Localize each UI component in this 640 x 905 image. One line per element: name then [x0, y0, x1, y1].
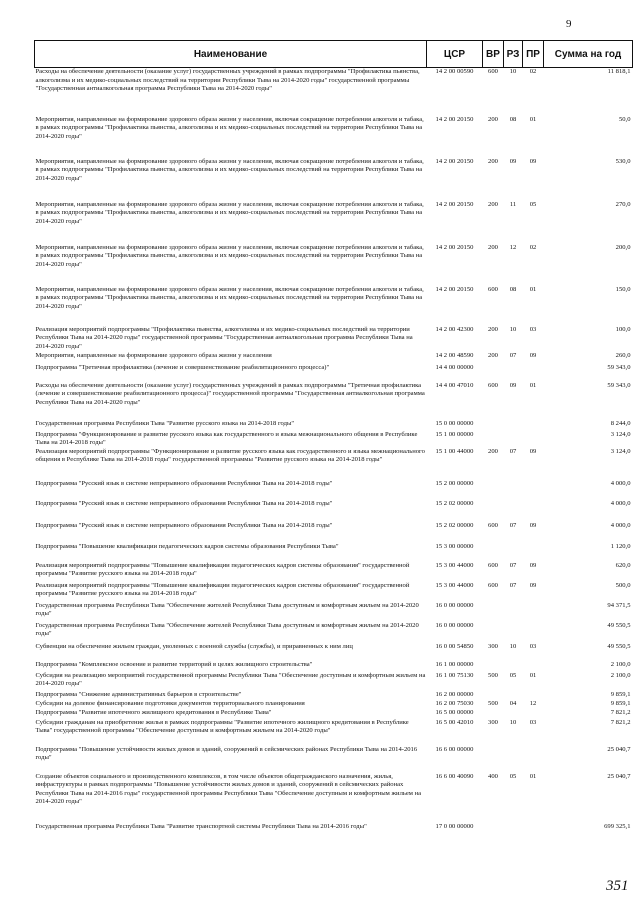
row-csr-cell: 16 2 00 75030 — [435, 699, 474, 707]
row-csr-cell: 16 5 00 42010 — [435, 718, 474, 726]
table-row — [35, 116, 633, 158]
row-name-cell: Реализация мероприятий подпрограммы "Повышение квалификации педагогических кадров системы образования" государственной программы "Развитие русского языка на 2014-2018 годы" — [35, 561, 410, 578]
row-vr-cell: 600 — [488, 68, 498, 75]
table-row — [35, 326, 633, 352]
row-csr-cell: 15 3 00 44000 — [435, 581, 474, 589]
row-vr-cell: 600 — [488, 381, 498, 389]
header-csr: ЦСР — [427, 41, 483, 68]
row-vr-cell — [483, 431, 504, 448]
row-pr-cell — [523, 691, 544, 700]
row-csr-cell: 16 0 00 00000 — [435, 621, 474, 629]
row-pr-cell — [523, 622, 544, 643]
row-name-cell: Подпрограмма "Повышение устойчивости жилых домов и зданий, сооружений в сейсмических районах Республики Тыва на 2014-2016 годы" — [35, 745, 418, 762]
row-rz-cell: 07 — [509, 581, 517, 589]
table-row — [35, 672, 633, 691]
row-sum-cell: 620,0 — [615, 561, 631, 569]
row-name-cell: Реализация мероприятий подпрограммы "Профилактика пьянства, алкоголизма и их медико-социальных последствий на территории Республики Тыва на 2014-2020 годы" государственной программы "Государственная антиалкогольная программа Республики Тыва на 2014-2020 годы" — [35, 325, 413, 350]
row-sum-cell: 270,0 — [615, 200, 631, 208]
row-name-cell: Мероприятия, направленные на формирование здорового образа жизни у населения — [35, 351, 272, 359]
row-pr-cell — [523, 431, 544, 448]
table-row — [35, 562, 633, 582]
row-pr-cell: 05 — [529, 200, 537, 208]
row-rz-cell — [504, 622, 523, 643]
row-csr-cell: 16 1 00 00000 — [435, 660, 474, 668]
row-vr-cell: 200 — [488, 200, 498, 208]
row-sum-cell: 7 821,2 — [610, 708, 631, 716]
row-name-cell: Мероприятия, направленные на формирование здорового образа жизни у населения, включая сокращение потребления алкоголя и табака, в рамках подпрограммы "Профилактика пьянства, алкоголизма и их медико-социальных последствий на территории Республики Тыва на 2014-2020 годы" — [35, 285, 424, 310]
row-rz-cell — [504, 661, 523, 672]
row-rz-cell: 05 — [509, 772, 517, 780]
row-vr-cell: 200 — [488, 447, 498, 455]
row-pr-cell — [523, 364, 544, 382]
row-vr-cell — [483, 602, 504, 622]
row-name-cell: Реализация мероприятий подпрограммы "Функционирование и развитие русского языка как государственного и языка межнационального общения в Республике Тыва на 2014-2018 годы" государственной программы "Развитие русского языка на 2014-2018 годы" — [35, 447, 425, 464]
row-vr-cell — [483, 622, 504, 643]
row-sum-cell: 25 040,7 — [607, 745, 631, 753]
row-sum-cell: 7 821,2 — [610, 718, 631, 726]
row-vr-cell: 500 — [488, 671, 498, 679]
table-row — [35, 746, 633, 773]
table-row — [35, 68, 633, 116]
row-pr-cell: 12 — [529, 699, 537, 707]
table-row — [35, 661, 633, 672]
row-name-cell: Государственная программа Республики Тыва "Обеспечение жителей Республики Тыва доступным и комфортным жильем на 2014-2020 годы" — [35, 621, 419, 638]
row-sum-cell: 260,0 — [615, 351, 631, 359]
table-row — [35, 448, 633, 480]
row-csr-cell: 16 0 00 54850 — [435, 642, 474, 650]
table-row — [35, 244, 633, 286]
row-rz-cell: 09 — [509, 157, 517, 165]
table-row — [35, 364, 633, 382]
row-csr-cell: 15 2 02 00000 — [435, 521, 474, 529]
header-rz: РЗ — [504, 41, 523, 68]
row-rz-cell: 10 — [509, 642, 517, 650]
row-csr-cell: 16 6 00 40090 — [435, 772, 474, 780]
table-row — [35, 719, 633, 746]
table-header-row — [35, 41, 633, 68]
table-row — [35, 480, 633, 500]
row-pr-cell — [523, 661, 544, 672]
row-vr-cell: 300 — [488, 642, 498, 650]
row-pr-cell — [523, 602, 544, 622]
row-rz-cell — [504, 364, 523, 382]
row-name-cell: Создание объектов социального и производственного комплексов, в том числе объектов общегражданского назначения, жилья, инфраструктуры в рамках подпрограммы "Повышение устойчивости жилых домов и зданий, сооружений в сейсмических районах Республики Тыва на 2014-2016 годы" государственной программы Республики Тыва "Обеспечение доступным и комфортным жильем на 2014-2020 годы" — [35, 772, 422, 806]
row-vr-cell — [483, 364, 504, 382]
row-rz-cell: 11 — [509, 200, 517, 208]
table-row — [35, 431, 633, 448]
row-csr-cell: 15 3 00 44000 — [435, 561, 474, 569]
row-rz-cell: 12 — [509, 243, 517, 251]
row-name-cell: Подпрограмма "Русский язык в системе непрерывного образования Республики Тыва на 2014-2018 годы" — [35, 479, 333, 487]
table-row — [35, 352, 633, 364]
row-vr-cell: 600 — [488, 521, 498, 529]
table-row — [35, 543, 633, 562]
row-name-cell: Мероприятия, направленные на формирование здорового образа жизни у населения, включая сокращение потребления алкоголя и табака, в рамках подпрограммы "Профилактика пьянства, алкоголизма и их медико-социальных последствий на территории Республики Тыва на 2014-2020 годы" — [35, 157, 424, 182]
row-rz-cell: 10 — [509, 325, 517, 333]
row-rz-cell: 09 — [509, 381, 517, 389]
row-rz-cell: 08 — [509, 285, 517, 293]
row-vr-cell: 400 — [488, 772, 498, 780]
row-sum-cell: 9 859,1 — [610, 699, 631, 707]
row-vr-cell — [483, 709, 504, 719]
row-pr-cell: 01 — [529, 285, 537, 293]
row-vr-cell: 200 — [488, 351, 498, 359]
row-name-cell: Реализация мероприятий подпрограммы "Повышение квалификации педагогических кадров системы образования" государственной программы "Развитие русского языка на 2014-2018 годы" — [35, 581, 410, 598]
row-csr-cell: 16 6 00 00000 — [435, 745, 474, 753]
row-rz-cell: 05 — [509, 671, 517, 679]
table-row — [35, 709, 633, 719]
header-name: Наименование — [35, 41, 427, 68]
row-name-cell: Подпрограмма "Повышение квалификации педагогических кадров системы образования Республики Тыва" — [35, 542, 339, 550]
table-row — [35, 522, 633, 543]
table-row — [35, 622, 633, 643]
row-sum-cell: 50,0 — [618, 115, 631, 123]
row-sum-cell: 25 040,7 — [607, 772, 631, 780]
row-rz-cell — [504, 480, 523, 500]
row-pr-cell: 09 — [529, 561, 537, 569]
row-csr-cell: 14 2 00 48590 — [435, 351, 474, 359]
row-rz-cell: 07 — [509, 561, 517, 569]
row-csr-cell: 14 2 00 00590 — [435, 68, 474, 75]
page-number: 9 — [566, 18, 572, 30]
row-name-cell: Подпрограмма "Функционирование и развитие русского языка как государственного и языка межнационального общения в Республике Тыва на 2014-2018 годы" — [35, 430, 418, 447]
row-pr-cell — [523, 746, 544, 773]
row-rz-cell — [504, 709, 523, 719]
row-pr-cell: 03 — [529, 325, 537, 333]
row-pr-cell: 02 — [529, 68, 537, 75]
row-csr-cell: 14 2 00 20150 — [435, 200, 474, 208]
row-sum-cell: 49 550,5 — [607, 621, 631, 629]
row-vr-cell: 200 — [488, 115, 498, 123]
row-vr-cell: 500 — [488, 699, 498, 707]
row-vr-cell — [483, 691, 504, 700]
header-sum: Сумма на год — [544, 41, 633, 68]
row-name-cell: Мероприятия, направленные на формирование здорового образа жизни у населения, включая сокращение потребления алкоголя и табака, в рамках подпрограммы "Профилактика пьянства, алкоголизма и их медико-социальных последствий на территории Республики Тыва на 2014-2020 годы" — [35, 243, 424, 268]
row-rz-cell — [504, 823, 523, 845]
row-csr-cell: 15 2 02 00000 — [435, 499, 474, 507]
row-pr-cell — [523, 543, 544, 562]
row-pr-cell: 03 — [529, 642, 537, 650]
row-csr-cell: 14 2 00 42300 — [435, 325, 474, 333]
row-name-cell: Подпрограмма "Третичная профилактика (лечение и совершенствование реабилитационного процесса)" — [35, 363, 330, 371]
row-sum-cell: 59 343,0 — [607, 363, 631, 371]
row-csr-cell: 16 0 00 00000 — [435, 601, 474, 609]
row-name-cell: Подпрограмма "Комплексное освоение и развитие территорий в целях жилищного строительства" — [35, 660, 313, 668]
row-vr-cell — [483, 500, 504, 522]
row-name-cell: Подпрограмма "Русский язык в системе непрерывного образования Республики Тыва на 2014-2018 годы" — [35, 521, 333, 529]
row-csr-cell: 17 0 00 00000 — [435, 822, 474, 830]
row-csr-cell: 14 2 00 20150 — [435, 115, 474, 123]
row-rz-cell — [504, 500, 523, 522]
table-row — [35, 286, 633, 326]
row-pr-cell — [523, 480, 544, 500]
row-vr-cell: 200 — [488, 157, 498, 165]
budget-table — [34, 40, 633, 845]
row-csr-cell: 16 5 00 00000 — [435, 708, 474, 716]
row-sum-cell: 500,0 — [615, 581, 631, 589]
row-vr-cell: 600 — [488, 561, 498, 569]
row-pr-cell: 09 — [529, 521, 537, 529]
row-name-cell: Государственная программа Республики Тыва "Обеспечение жителей Республики Тыва доступным и комфортным жильем на 2014-2020 годы" — [35, 601, 419, 618]
row-sum-cell: 100,0 — [615, 325, 631, 333]
row-pr-cell: 01 — [529, 772, 537, 780]
header-pr: ПР — [523, 41, 544, 68]
row-sum-cell: 2 100,0 — [610, 660, 631, 668]
row-rz-cell — [504, 602, 523, 622]
row-csr-cell: 15 3 00 00000 — [435, 542, 474, 550]
row-name-cell: Государственная программа Республики Тыва "Развитие русского языка на 2014-2018 годы" — [35, 419, 295, 427]
row-rz-cell — [504, 431, 523, 448]
row-csr-cell: 14 2 00 20150 — [435, 243, 474, 251]
table-row — [35, 382, 633, 420]
table-row — [35, 823, 633, 845]
row-csr-cell: 16 1 00 75130 — [435, 671, 474, 679]
row-sum-cell: 699 325,1 — [604, 822, 631, 830]
row-sum-cell: 4 000,0 — [610, 521, 631, 529]
row-sum-cell: 49 550,5 — [607, 642, 631, 650]
table-row — [35, 201, 633, 244]
row-pr-cell — [523, 420, 544, 431]
row-vr-cell — [483, 480, 504, 500]
row-vr-cell: 600 — [488, 285, 498, 293]
row-name-cell: Субсидия на реализацию мероприятий государственной программы Республики Тыва "Обеспечение доступным и комфортным жильем на 2014-2020 годы" — [35, 671, 426, 688]
row-name-cell: Субвенции на обеспечение жильем граждан, уволенных с военной службы (службы), и приравненных к ним лиц — [35, 642, 353, 650]
row-vr-cell — [483, 543, 504, 562]
row-sum-cell: 11 818,1 — [607, 68, 631, 75]
table-row — [35, 691, 633, 700]
row-rz-cell: 07 — [509, 521, 517, 529]
table-row — [35, 643, 633, 661]
row-name-cell: Подпрограмма "Развитие ипотечного жилищного кредитования в Республике Тыва" — [35, 708, 272, 716]
row-csr-cell: 14 4 00 00000 — [435, 363, 474, 371]
row-pr-cell: 03 — [529, 718, 537, 726]
row-name-cell: Мероприятия, направленные на формирование здорового образа жизни у населения, включая сокращение потребления алкоголя и табака, в рамках подпрограммы "Профилактика пьянства, алкоголизма и их медико-социальных последствий на территории Республики Тыва на 2014-2020 годы" — [35, 200, 424, 225]
row-vr-cell — [483, 661, 504, 672]
row-csr-cell: 14 2 00 20150 — [435, 157, 474, 165]
row-sum-cell: 3 124,0 — [610, 430, 631, 438]
row-pr-cell: 02 — [529, 243, 537, 251]
table-row — [35, 773, 633, 823]
table-row — [35, 420, 633, 431]
row-rz-cell: 04 — [509, 699, 517, 707]
row-rz-cell: 08 — [509, 115, 517, 123]
row-name-cell: Мероприятия, направленные на формирование здорового образа жизни у населения, включая сокращение потребления алкоголя и табака, в рамках подпрограммы "Профилактика пьянства, алкоголизма и их медико-социальных последствий на территории Республики Тыва на 2014-2020 годы" — [35, 115, 424, 140]
row-name-cell: Субсидии на долевое финансирование подготовки документов территориального планирования — [35, 699, 305, 707]
row-pr-cell: 09 — [529, 351, 537, 359]
table-row — [35, 602, 633, 622]
table-row — [35, 500, 633, 522]
row-pr-cell — [523, 709, 544, 719]
row-sum-cell: 150,0 — [615, 285, 631, 293]
row-sum-cell: 94 371,5 — [607, 601, 631, 609]
row-sum-cell: 4 000,0 — [610, 499, 631, 507]
row-sum-cell: 59 343,0 — [607, 381, 631, 389]
row-pr-cell: 09 — [529, 447, 537, 455]
row-sum-cell: 530,0 — [615, 157, 631, 165]
row-vr-cell — [483, 823, 504, 845]
row-sum-cell: 200,0 — [615, 243, 631, 251]
row-rz-cell: 10 — [509, 68, 517, 75]
row-pr-cell: 01 — [529, 671, 537, 679]
row-name-cell: Расходы на обеспечение деятельности (оказание услуг) государственных учреждений в рамках подпрограммы "Профилактика пьянства, алкоголизма и их медико-социальных последствий на территории Республики Тыва на 2014-2020 годы" государственной программы "Государственная антиалкогольная программа Республики Тыва на 2014-2020 годы" — [35, 68, 420, 93]
row-sum-cell: 9 859,1 — [610, 690, 631, 698]
row-rz-cell — [504, 543, 523, 562]
row-name-cell: Государственная программа Республики Тыва "Развитие транспортной системы Республики Тыва на 2014-2016 годы" — [35, 822, 367, 830]
row-pr-cell: 01 — [529, 381, 537, 389]
row-csr-cell: 15 1 00 44000 — [435, 447, 474, 455]
handwritten-page-mark: 351 — [606, 878, 629, 894]
row-sum-cell: 1 120,0 — [610, 542, 631, 550]
row-rz-cell: 10 — [509, 718, 517, 726]
row-vr-cell: 300 — [488, 718, 498, 726]
row-name-cell: Субсидии гражданам на приобретение жилья в рамках подпрограммы "Развитие ипотечного жилищного кредитования в Республике Тыва" государственной программы "Обеспечение доступным и комфортным жильем на 2014-2020 годы" — [35, 718, 409, 735]
table-row — [35, 582, 633, 602]
row-pr-cell: 09 — [529, 581, 537, 589]
row-name-cell: Подпрограмма "Снижение административных барьеров в строительстве" — [35, 690, 242, 698]
row-pr-cell: 01 — [529, 115, 537, 123]
row-vr-cell — [483, 420, 504, 431]
row-rz-cell — [504, 746, 523, 773]
row-csr-cell: 14 4 00 47010 — [435, 381, 474, 389]
table-row — [35, 700, 633, 709]
row-sum-cell: 4 000,0 — [610, 479, 631, 487]
row-vr-cell: 200 — [488, 243, 498, 251]
row-vr-cell: 200 — [488, 325, 498, 333]
row-name-cell: Подпрограмма "Русский язык в системе непрерывного образования Республики Тыва на 2014-2018 годы" — [35, 499, 333, 507]
row-sum-cell: 3 124,0 — [610, 447, 631, 455]
row-name-cell: Расходы на обеспечение деятельности (оказание услуг) государственных учреждений в рамках подпрограммы "Третичная профилактика (лечение и совершенствование реабилитационного процесса)" государственной программы "Государственная антиалкогольная программа Республики Тыва на 2014-2020 годы" — [35, 381, 425, 406]
row-pr-cell: 09 — [529, 157, 537, 165]
row-csr-cell: 16 2 00 00000 — [435, 690, 474, 698]
row-rz-cell: 07 — [509, 351, 517, 359]
row-pr-cell — [523, 823, 544, 845]
row-csr-cell: 15 2 00 00000 — [435, 479, 474, 487]
row-rz-cell — [504, 691, 523, 700]
row-pr-cell — [523, 500, 544, 522]
row-csr-cell: 15 0 00 00000 — [435, 419, 474, 427]
row-vr-cell: 600 — [488, 581, 498, 589]
row-rz-cell — [504, 420, 523, 431]
row-csr-cell: 15 1 00 00000 — [435, 430, 474, 438]
row-csr-cell: 14 2 00 20150 — [435, 285, 474, 293]
row-sum-cell: 2 100,0 — [610, 671, 631, 679]
table-row — [35, 158, 633, 201]
row-rz-cell: 07 — [509, 447, 517, 455]
header-vr: ВР — [483, 41, 504, 68]
row-sum-cell: 8 244,0 — [610, 419, 631, 427]
row-vr-cell — [483, 746, 504, 773]
